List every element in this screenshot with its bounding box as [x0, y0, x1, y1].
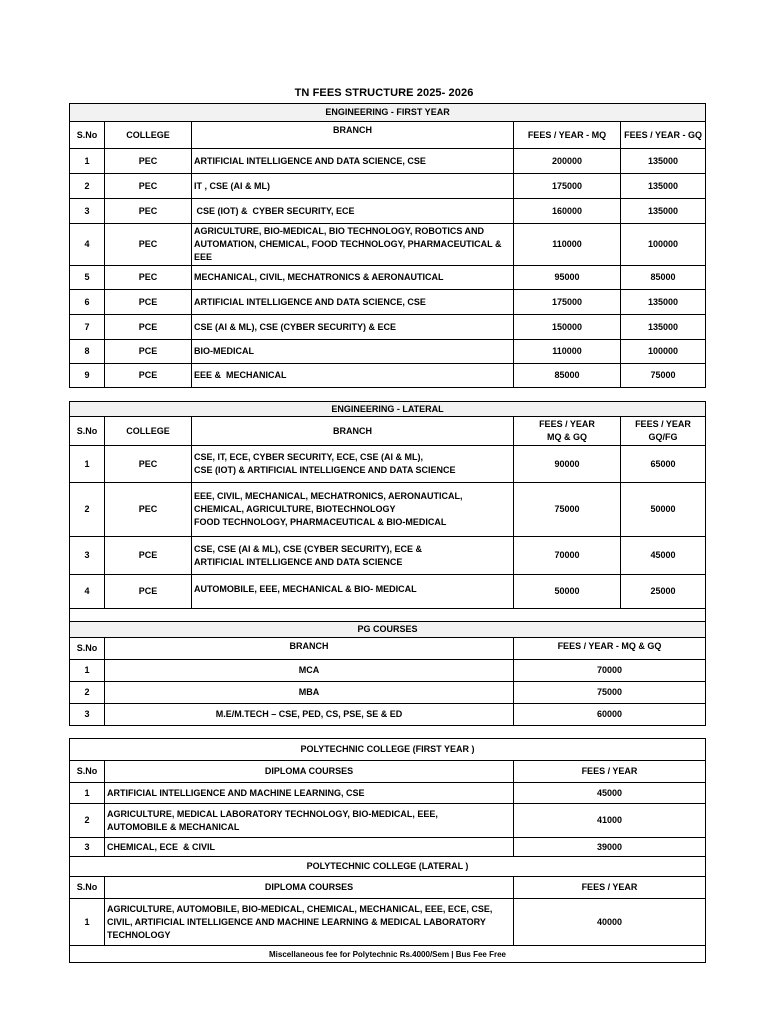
table-row	[70, 704, 706, 726]
column-header: FEES / YEAR MQ & GQ	[514, 417, 621, 446]
table-row	[70, 575, 706, 609]
column-header: FEES / YEAR GQ/FG	[621, 417, 706, 446]
table-row	[70, 446, 706, 483]
fee-mq-gq-cell: 50000	[514, 575, 621, 609]
column-header: DIPLOMA COURSES	[105, 877, 514, 899]
college-cell: PEC	[105, 224, 192, 266]
fee-mq-cell: 200000	[514, 149, 621, 174]
column-header: BRANCH	[192, 417, 514, 446]
column-header: S.No	[70, 122, 105, 149]
fee-gq-cell: 135000	[621, 149, 706, 174]
fee-mq-gq-cell: 75000	[514, 483, 621, 537]
sno-cell: 1	[70, 783, 105, 804]
table-row	[70, 149, 706, 174]
branch-cell: CSE (IOT) & CYBER SECURITY, ECE	[192, 199, 514, 224]
column-header: S.No	[70, 417, 105, 446]
branch-cell: M.E/M.TECH – CSE, PED, CS, PSE, SE & ED	[105, 704, 514, 726]
fee-mq-gq-cell: 90000	[514, 446, 621, 483]
table-row	[70, 682, 706, 704]
college-cell: PCE	[105, 315, 192, 340]
table-row	[70, 899, 706, 946]
table-row	[70, 199, 706, 224]
sno-cell: 9	[70, 364, 105, 388]
branch-cell: ARTIFICIAL INTELLIGENCE AND DATA SCIENCE, CSE	[192, 149, 514, 174]
table-row	[70, 804, 706, 838]
column-header: DIPLOMA COURSES	[105, 761, 514, 783]
table-row	[70, 660, 706, 682]
branch-cell: MECHANICAL, CIVIL, MECHATRONICS & AERONAUTICAL	[192, 266, 514, 290]
table-row	[70, 483, 706, 537]
branch-cell: BIO-MEDICAL	[192, 340, 514, 364]
branch-cell: MCA	[105, 660, 514, 682]
sno-cell: 3	[70, 704, 105, 726]
fee-mq-cell: 175000	[514, 290, 621, 315]
course-cell: AGRICULTURE, MEDICAL LABORATORY TECHNOLOGY, BIO-MEDICAL, EEE, AUTOMOBILE & MECHANICAL	[105, 804, 514, 838]
fee-cell: 60000	[514, 704, 706, 726]
fee-gq-cell: 75000	[621, 364, 706, 388]
pg-courses-table	[69, 621, 706, 726]
college-cell: PCE	[105, 290, 192, 315]
column-header: COLLEGE	[105, 122, 192, 149]
college-cell: PEC	[105, 199, 192, 224]
fee-cell: 45000	[514, 783, 706, 804]
course-cell: ARTIFICIAL INTELLIGENCE AND MACHINE LEARNING, CSE	[105, 783, 514, 804]
branch-cell: EEE & MECHANICAL	[192, 364, 514, 388]
fee-mq-gq-cell: 70000	[514, 537, 621, 575]
fee-mq-cell: 85000	[514, 364, 621, 388]
fee-gq-cell: 135000	[621, 174, 706, 199]
college-cell: PCE	[105, 364, 192, 388]
fee-gq-fg-cell: 50000	[621, 483, 706, 537]
college-cell: PCE	[105, 340, 192, 364]
fee-mq-cell: 175000	[514, 174, 621, 199]
college-cell: PEC	[105, 149, 192, 174]
column-header: BRANCH	[192, 122, 514, 149]
column-header: FEES / YEAR - MQ & GQ	[514, 638, 706, 660]
sno-cell: 1	[70, 446, 105, 483]
fee-gq-fg-cell: 65000	[621, 446, 706, 483]
sno-cell: 6	[70, 290, 105, 315]
table-row	[70, 340, 706, 364]
branch-cell: ARTIFICIAL INTELLIGENCE AND DATA SCIENCE, CSE	[192, 290, 514, 315]
sno-cell: 7	[70, 315, 105, 340]
section-header: PG COURSES	[70, 622, 706, 638]
polytechnic-table	[69, 738, 706, 963]
college-cell: PEC	[105, 174, 192, 199]
engineering-first-year-table	[69, 103, 706, 388]
college-cell: PEC	[105, 446, 192, 483]
table-row	[70, 315, 706, 340]
fee-mq-cell: 160000	[514, 199, 621, 224]
table-row	[70, 266, 706, 290]
fee-cell: 41000	[514, 804, 706, 838]
sno-cell: 3	[70, 537, 105, 575]
fee-mq-cell: 95000	[514, 266, 621, 290]
engineering-lateral-table	[69, 401, 706, 609]
course-cell: AGRICULTURE, AUTOMOBILE, BIO-MEDICAL, CHEMICAL, MECHANICAL, EEE, ECE, CSE, CIVIL, ARTIFICIAL INTELLIGENCE AND MACHINE LEARNING & MEDICAL LABORATORY TECHNOLOGY	[105, 899, 514, 946]
fee-gq-cell: 100000	[621, 224, 706, 266]
sno-cell: 3	[70, 838, 105, 857]
fee-mq-cell: 150000	[514, 315, 621, 340]
sno-cell: 2	[70, 174, 105, 199]
sno-cell: 3	[70, 199, 105, 224]
column-header: S.No	[70, 638, 105, 660]
branch-cell: IT , CSE (AI & ML)	[192, 174, 514, 199]
branch-cell: AGRICULTURE, BIO-MEDICAL, BIO TECHNOLOGY, ROBOTICS AND AUTOMATION, CHEMICAL, FOOD TECHNOLOGY, PHARMACEUTICAL & EEE	[192, 224, 514, 266]
fee-cell: 39000	[514, 838, 706, 857]
branch-cell: CSE, CSE (AI & ML), CSE (CYBER SECURITY), ECE & ARTIFICIAL INTELLIGENCE AND DATA SCIENCE	[192, 537, 514, 575]
sno-cell: 5	[70, 266, 105, 290]
sno-cell: 1	[70, 899, 105, 946]
fee-gq-fg-cell: 45000	[621, 537, 706, 575]
sno-cell: 4	[70, 575, 105, 609]
column-header: FEES / YEAR - MQ	[514, 122, 621, 149]
table-row	[70, 224, 706, 266]
college-cell: PEC	[105, 483, 192, 537]
fee-mq-cell: 110000	[514, 224, 621, 266]
section-header: ENGINEERING - FIRST YEAR	[70, 104, 706, 122]
sno-cell: 4	[70, 224, 105, 266]
table-row	[70, 364, 706, 388]
spacer-row	[69, 607, 706, 621]
fee-gq-cell: 100000	[621, 340, 706, 364]
sno-cell: 2	[70, 804, 105, 838]
fee-cell: 75000	[514, 682, 706, 704]
branch-cell: AUTOMOBILE, EEE, MECHANICAL & BIO- MEDICAL	[192, 575, 514, 609]
section-header: POLYTECHNIC COLLEGE (LATERAL )	[70, 857, 706, 877]
branch-cell: CSE (AI & ML), CSE (CYBER SECURITY) & ECE	[192, 315, 514, 340]
table-row	[70, 537, 706, 575]
fee-gq-cell: 135000	[621, 199, 706, 224]
fee-cell: 40000	[514, 899, 706, 946]
fee-gq-cell: 135000	[621, 290, 706, 315]
footer-note: Miscellaneous fee for Polytechnic Rs.4000/Sem | Bus Fee Free	[70, 946, 706, 963]
sno-cell: 1	[70, 149, 105, 174]
table-row	[70, 838, 706, 857]
college-cell: PCE	[105, 575, 192, 609]
sno-cell: 8	[70, 340, 105, 364]
table-row	[70, 783, 706, 804]
table-row	[70, 290, 706, 315]
fee-gq-cell: 135000	[621, 315, 706, 340]
section-header: ENGINEERING - LATERAL	[70, 402, 706, 417]
sno-cell: 1	[70, 660, 105, 682]
college-cell: PEC	[105, 266, 192, 290]
sno-cell: 2	[70, 483, 105, 537]
column-header: FEES / YEAR	[514, 877, 706, 899]
page-title: TN FEES STRUCTURE 2025- 2026	[294, 87, 474, 99]
fee-gq-cell: 85000	[621, 266, 706, 290]
branch-cell: MBA	[105, 682, 514, 704]
column-header: BRANCH	[105, 638, 514, 660]
table-row	[70, 174, 706, 199]
sno-cell: 2	[70, 682, 105, 704]
course-cell: CHEMICAL, ECE & CIVIL	[105, 838, 514, 857]
branch-cell: CSE, IT, ECE, CYBER SECURITY, ECE, CSE (AI & ML), CSE (IOT) & ARTIFICIAL INTELLIGENCE AND DATA SCIENCE	[192, 446, 514, 483]
column-header: COLLEGE	[105, 417, 192, 446]
fee-mq-cell: 110000	[514, 340, 621, 364]
college-cell: PCE	[105, 537, 192, 575]
column-header: FEES / YEAR - GQ	[621, 122, 706, 149]
column-header: FEES / YEAR	[514, 761, 706, 783]
fee-cell: 70000	[514, 660, 706, 682]
column-header: S.No	[70, 877, 105, 899]
column-header: S.No	[70, 761, 105, 783]
fee-gq-fg-cell: 25000	[621, 575, 706, 609]
section-header: POLYTECHNIC COLLEGE (FIRST YEAR )	[70, 739, 706, 761]
branch-cell: EEE, CIVIL, MECHANICAL, MECHATRONICS, AERONAUTICAL, CHEMICAL, AGRICULTURE, BIOTECHNOLOGY FOOD TECHNOLOGY, PHARMACEUTICAL & BIO-MEDICAL	[192, 483, 514, 537]
